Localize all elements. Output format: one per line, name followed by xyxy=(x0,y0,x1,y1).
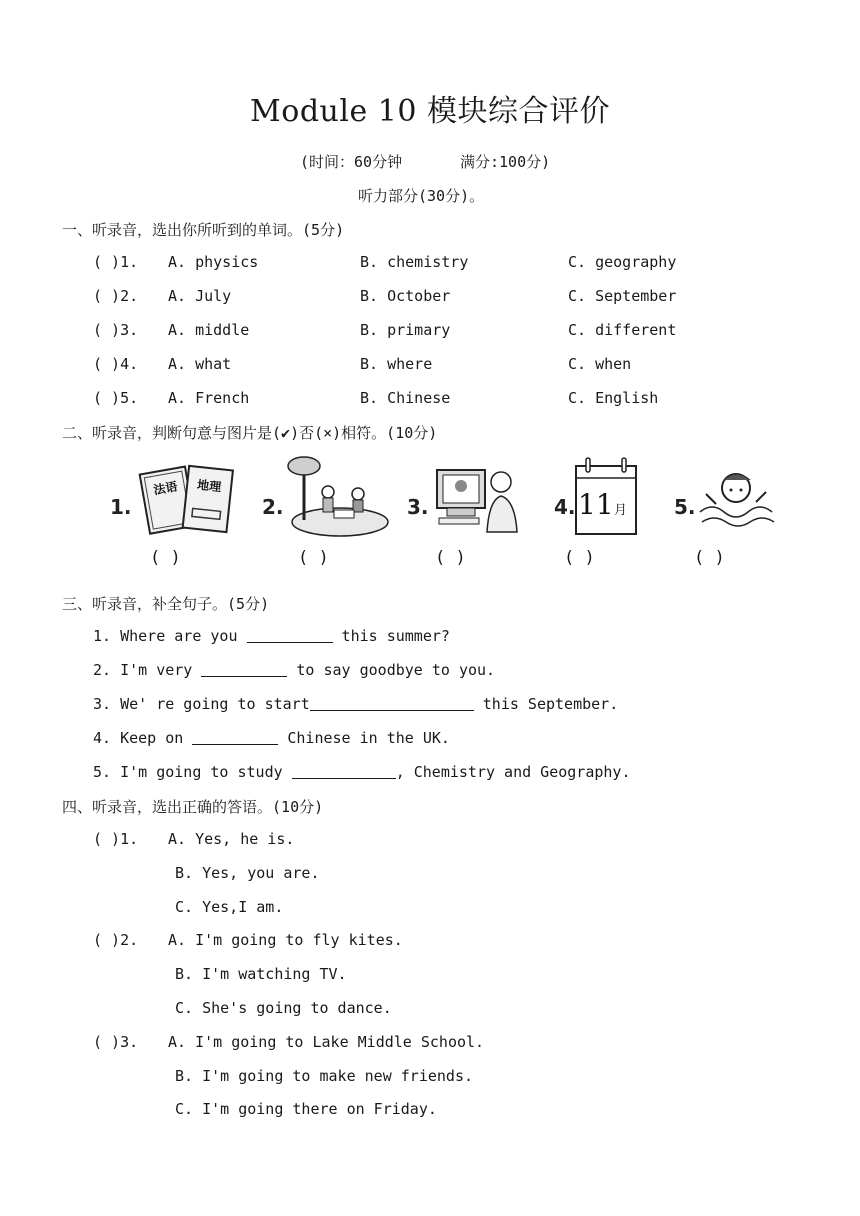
sentence-end: this summer? xyxy=(332,627,450,645)
option-a: A. what xyxy=(168,355,232,373)
section3-heading: 三、听录音，补全句子。(5分) xyxy=(62,595,270,613)
picture-number: 2. xyxy=(262,495,284,519)
option-c: C. English xyxy=(568,389,659,407)
books-icon xyxy=(108,452,238,542)
judge-slot[interactable]: ( ) xyxy=(694,548,725,568)
option-c: C. September xyxy=(568,287,677,305)
fill-blank[interactable] xyxy=(310,696,474,711)
exam-score: 满分:100分) xyxy=(460,153,551,171)
sentence-start: 1. Where are you xyxy=(93,627,247,645)
option-b: B. I'm watching TV. xyxy=(175,965,347,983)
exam-time: (时间：60分钟 xyxy=(300,153,403,171)
option-c: C. Yes,I am. xyxy=(175,898,284,916)
option-c: C. geography xyxy=(568,253,677,271)
option-a: A. middle xyxy=(168,321,250,339)
sentence-end: Chinese in the UK. xyxy=(278,729,450,747)
fill-sentence xyxy=(93,627,450,645)
picture-number: 5. xyxy=(674,495,696,519)
picture-1 xyxy=(108,452,238,568)
answer-slot[interactable]: ( )4. xyxy=(93,355,139,373)
calendar-day: 11 xyxy=(578,488,614,521)
section1-heading: 一、听录音，选出你所听到的单词。(5分) xyxy=(62,221,345,239)
sentence-start: 5. I'm going to study xyxy=(93,763,292,781)
answer-slot[interactable]: ( )3. xyxy=(93,321,139,339)
answer-slot[interactable]: ( )2. xyxy=(93,287,139,305)
computer-icon xyxy=(405,452,535,542)
sentence-start: 4. Keep on xyxy=(93,729,193,747)
calendar-month: 月 xyxy=(614,503,628,518)
book-label-french: 法语 xyxy=(152,479,179,498)
option-c: C. She's going to dance. xyxy=(175,999,392,1017)
fill-blank[interactable] xyxy=(201,662,287,677)
option-b: B. Chinese xyxy=(360,389,451,407)
picnic-icon xyxy=(260,452,390,542)
fill-blank[interactable] xyxy=(192,730,278,745)
option-b: B. Yes, you are. xyxy=(175,864,320,882)
option-a: A. July xyxy=(168,287,232,305)
listening-label: 听力部分(30分)。 xyxy=(358,187,485,205)
picture-row xyxy=(100,452,780,582)
swimming-icon xyxy=(672,452,782,542)
answer-slot[interactable]: ( )2. xyxy=(93,931,139,949)
section4-heading: 四、听录音，选出正确的答语。(10分) xyxy=(62,798,324,816)
answer-slot[interactable]: ( )1. xyxy=(93,253,139,271)
fill-sentence xyxy=(93,763,631,781)
book-label-geography: 地理 xyxy=(196,477,222,495)
judge-slot[interactable]: ( ) xyxy=(298,548,329,568)
option-a: A. French xyxy=(168,389,250,407)
picture-3 xyxy=(405,452,535,568)
option-a: A. I'm going to fly kites. xyxy=(168,931,403,949)
fill-sentence xyxy=(93,661,495,679)
answer-slot[interactable]: ( )3. xyxy=(93,1033,139,1051)
picture-number: 4. xyxy=(554,495,576,519)
page-title: Module 10 模块综合评价 xyxy=(250,94,610,129)
option-b: B. chemistry xyxy=(360,253,469,271)
option-b: B. where xyxy=(360,355,433,373)
picture-number: 3. xyxy=(407,495,429,519)
option-c: C. when xyxy=(568,355,632,373)
option-a: A. Yes, he is. xyxy=(168,830,295,848)
option-a: A. physics xyxy=(168,253,259,271)
picture-5 xyxy=(672,452,782,568)
option-c: C. different xyxy=(568,321,677,339)
judge-slot[interactable]: ( ) xyxy=(150,548,181,568)
sentence-end: , Chemistry and Geography. xyxy=(395,763,631,781)
fill-blank[interactable] xyxy=(247,628,333,643)
answer-slot[interactable]: ( )5. xyxy=(93,389,139,407)
calendar-icon xyxy=(550,452,680,542)
fill-sentence xyxy=(93,729,450,747)
option-b: B. I'm going to make new friends. xyxy=(175,1067,474,1085)
sentence-end: to say goodbye to you. xyxy=(287,661,496,679)
option-b: B. October xyxy=(360,287,451,305)
option-b: B. primary xyxy=(360,321,451,339)
option-a: A. I'm going to Lake Middle School. xyxy=(168,1033,485,1051)
fill-sentence xyxy=(93,695,618,713)
option-c: C. I'm going there on Friday. xyxy=(175,1100,437,1118)
picture-number: 1. xyxy=(110,495,132,519)
judge-slot[interactable]: ( ) xyxy=(564,548,595,568)
fill-blank[interactable] xyxy=(292,764,396,779)
picture-4 xyxy=(550,452,680,568)
sentence-end: this September. xyxy=(473,695,619,713)
picture-2 xyxy=(260,452,390,568)
judge-slot[interactable]: ( ) xyxy=(435,548,466,568)
sentence-start: 2. I'm very xyxy=(93,661,202,679)
section2-heading: 二、听录音，判断句意与图片是(✔)否(×)相符。(10分) xyxy=(62,424,438,442)
answer-slot[interactable]: ( )1. xyxy=(93,830,139,848)
sentence-start: 3. We' re going to start xyxy=(93,695,310,713)
